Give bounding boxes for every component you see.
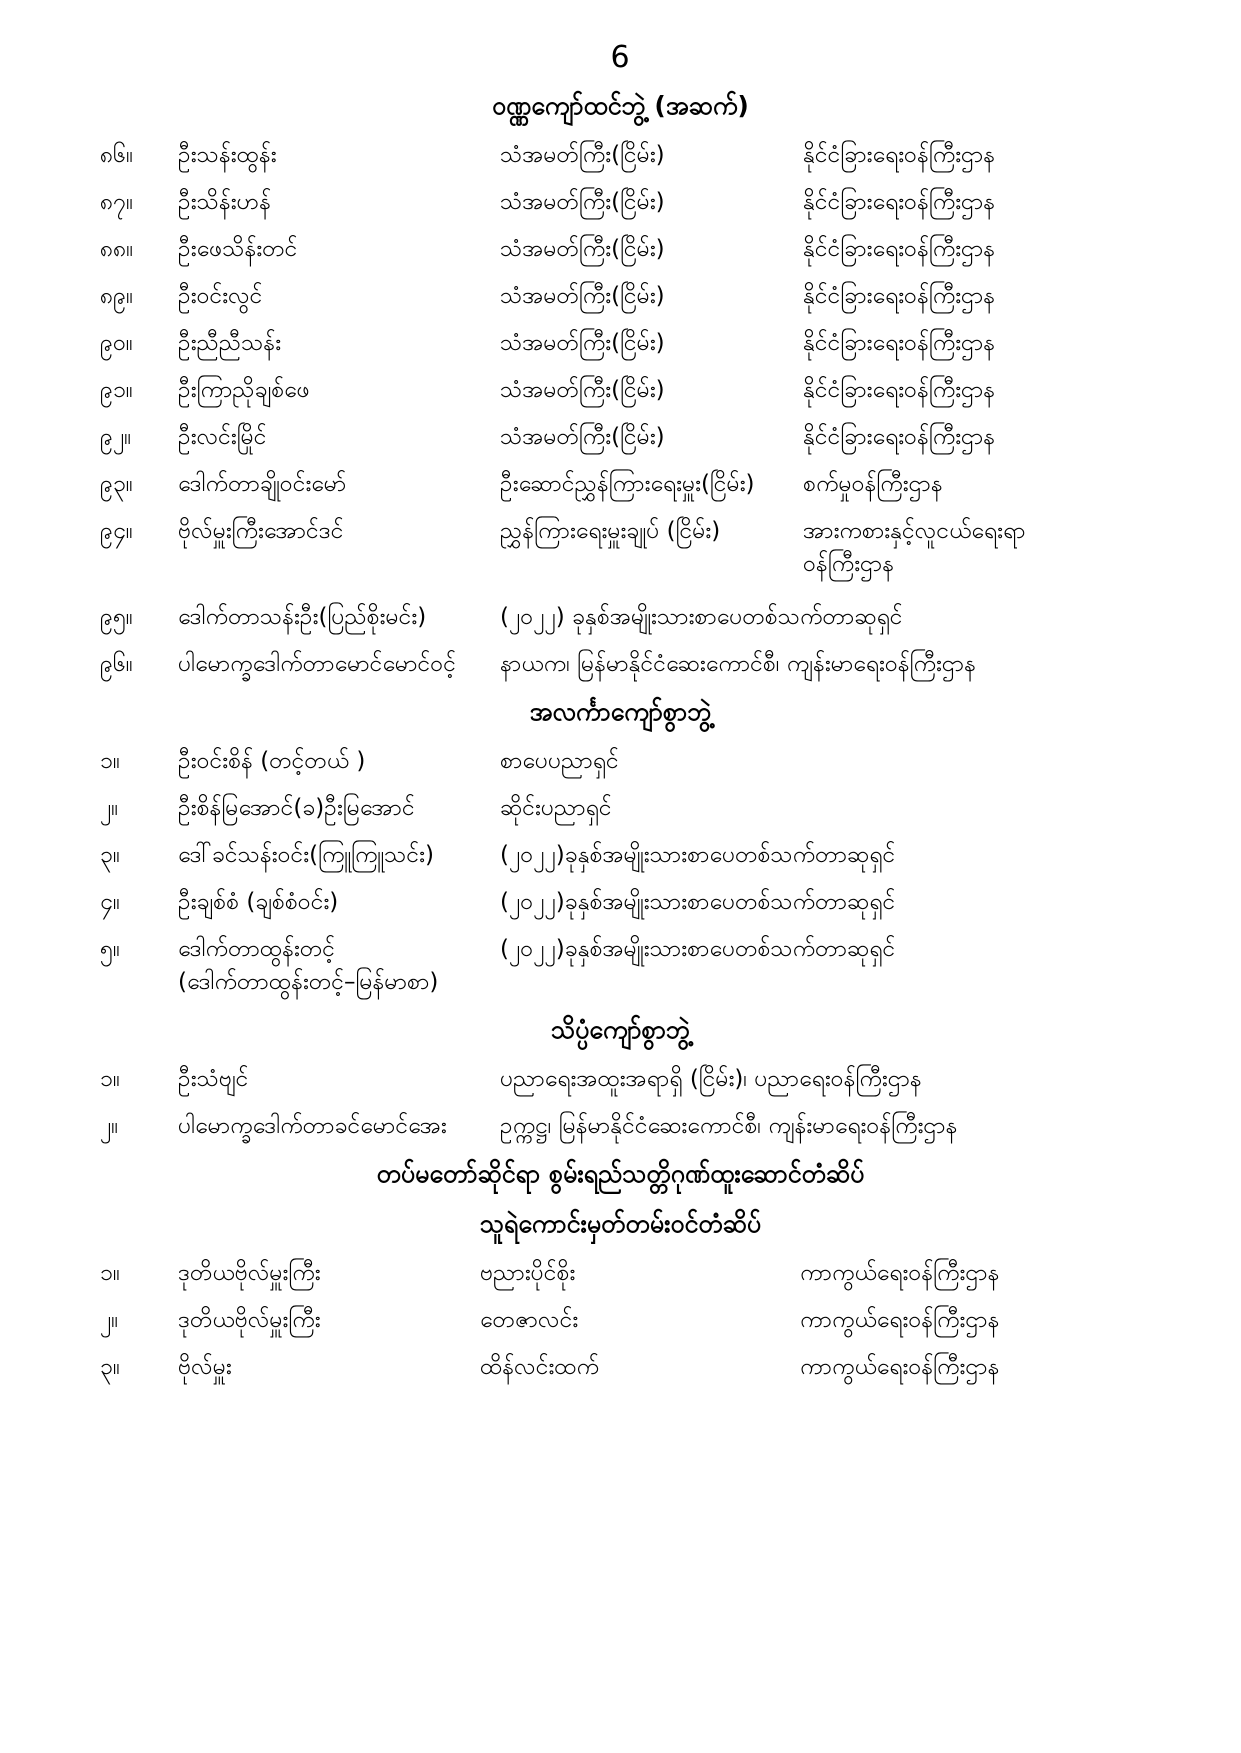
row-number: ၉၄။: [100, 518, 133, 544]
section-rows-wunna-kyaw-htin: [0, 139, 1241, 681]
awardee-title: သံအမတ်ကြီး(ငြိမ်း): [500, 283, 665, 309]
awardee-title: ဆိုင်းပညာရှင်: [500, 795, 612, 821]
section-rows-hero-record-medal: [0, 1257, 1241, 1384]
awardee-name: ဦးသန်းထွန်း: [178, 142, 277, 168]
ministry-line-1: အားကစားနှင့်လူငယ်ရေးရာ: [803, 518, 1026, 544]
awardee-name: ဗညားပိုင်စိုး: [480, 1260, 576, 1286]
table-row: [0, 186, 1241, 219]
table-row: [0, 374, 1241, 407]
section-rows-thippan-kyawswa: [0, 1063, 1241, 1143]
awardee-rank: ဗိုလ်မှူး: [178, 1354, 232, 1380]
section-rows-alinka-kyawswa: [0, 745, 1241, 999]
awardee-title: (၂၀၂၂)ခုနှစ်အမျိုးသားစာပေတစ်သက်တာဆုရှင်: [500, 936, 896, 962]
section-heading-alinka-kyawswa: အလင်္ကာကျော်စွာဘွဲ့: [529, 697, 712, 726]
row-number: ၈၇။: [100, 189, 134, 215]
row-number: ၉၂။: [100, 424, 132, 450]
awardee-ministry: နိုင်ငံခြားရေးဝန်ကြီးဌာန: [803, 236, 996, 262]
awardee-rank: ဒုတိယဗိုလ်မှူးကြီး: [178, 1307, 321, 1333]
awardee-title: သံအမတ်ကြီး(ငြိမ်း): [500, 330, 665, 356]
awardee-ministry: နိုင်ငံခြားရေးဝန်ကြီးဌာန: [803, 283, 996, 309]
awardee-name: ဒေါက်တာချိုဝင်းမော်: [178, 471, 347, 497]
awardee-rank: ဒုတိယဗိုလ်မှူးကြီး: [178, 1260, 321, 1286]
table-row: [0, 1351, 1241, 1384]
awardee-ministry: နိုင်ငံခြားရေးဝန်ကြီးဌာန: [803, 142, 996, 168]
awardee-name: ထိန်လင်းထက်: [480, 1354, 600, 1380]
awardee-name: ပါမောက္ခဒေါက်တာမောင်မောင်ဝင့်: [178, 651, 456, 677]
awardee-title: သံအမတ်ကြီး(ငြိမ်း): [500, 377, 665, 403]
awardee-name: ဦးစိန်မြအောင်(ခ)ဦးမြအောင်: [178, 795, 415, 821]
awardee-name-line-1: ဒေါက်တာထွန်းတင့်: [178, 936, 336, 962]
awardee-title: စာပေပညာရှင်: [500, 748, 619, 774]
row-number: ၁။: [100, 1260, 120, 1286]
awardee-title: သံအမတ်ကြီး(ငြိမ်း): [500, 236, 665, 262]
awardee-title: သံအမတ်ကြီး(ငြိမ်း): [500, 424, 665, 450]
awardee-name: [178, 933, 500, 999]
awardee-title: နာယက၊ မြန်မာနိုင်ငံဆေးကောင်စီ၊ ကျန်းမာရေးဝန်ကြီးဌာန: [500, 651, 976, 677]
awardee-title: ညွှန်ကြားရေးမှူးချုပ် (ငြိမ်း): [500, 518, 721, 544]
awardee-ministry: နိုင်ငံခြားရေးဝန်ကြီးဌာန: [803, 377, 996, 403]
awardee-name: တေဇာလင်း: [480, 1307, 579, 1333]
awardee-ministry: [803, 515, 1201, 581]
table-row: [0, 1257, 1241, 1290]
awardee-title: သံအမတ်ကြီး(ငြိမ်း): [500, 142, 665, 168]
table-row: [0, 601, 1241, 634]
table-row: [0, 421, 1241, 454]
table-row: [0, 1110, 1241, 1143]
awardee-name: ဦးသိန်းဟန်: [178, 189, 271, 215]
table-row: [0, 515, 1241, 581]
page-number: 6: [610, 40, 631, 75]
awardee-ministry: စက်မှုဝန်ကြီးဌာန: [803, 471, 943, 497]
awardee-name: ဦးကြာညိုချစ်ဖေ: [178, 377, 310, 403]
table-row: [0, 792, 1241, 825]
awardee-title: ပညာရေးအထူးအရာရှိ (ငြိမ်း)၊ ပညာရေးဝန်ကြီးဌာန: [500, 1066, 922, 1092]
awardee-name: ဦးသံဗျင်: [178, 1066, 249, 1092]
row-number: ၂။: [100, 1307, 119, 1333]
row-number: ၈၆။: [100, 142, 134, 168]
row-number: ၃။: [100, 1354, 120, 1380]
row-number: ၉၅။: [100, 604, 133, 630]
section-subheading-hero-record-medal: သူရဲကောင်းမှတ်တမ်းဝင်တံဆိပ်: [479, 1209, 762, 1238]
awardee-ministry: ကာကွယ်ရေးဝန်ကြီးဌာန: [800, 1260, 1000, 1286]
row-number: ၁။: [100, 1066, 120, 1092]
row-number: ၉၃။: [100, 471, 133, 497]
awardee-ministry: ကာကွယ်ရေးဝန်ကြီးဌာန: [800, 1307, 1000, 1333]
row-number: ၁။: [100, 748, 120, 774]
table-row: [0, 745, 1241, 778]
awardee-ministry: နိုင်ငံခြားရေးဝန်ကြီးဌာန: [803, 330, 996, 356]
table-row: [0, 886, 1241, 919]
awardee-ministry: နိုင်ငံခြားရေးဝန်ကြီးဌာန: [803, 189, 996, 215]
awardee-name: ပါမောက္ခဒေါက်တာခင်မောင်အေး: [178, 1113, 447, 1139]
ministry-line-2: ဝန်ကြီးဌာန: [803, 551, 895, 577]
row-number: ၈၉။: [100, 283, 134, 309]
section-heading-military-medal: တပ်မတော်ဆိုင်ရာ စွမ်းရည်သတ္တိဂုဏ်ထူးဆောင်တံဆိပ်: [376, 1159, 865, 1188]
awardee-name: ဒေါ်ခင်သန်းဝင်း(ကြူကြူသင်း): [178, 842, 434, 868]
awardee-name: ဦးဖေသိန်းတင်: [178, 236, 298, 262]
awardee-name: ဗိုလ်မှူးကြီးအောင်ဒင်: [178, 518, 344, 544]
awardee-name: ဦးညီညီသန်း: [178, 330, 282, 356]
awardee-name: ဦးဝင်းစိန် (တင့်တယ် ): [178, 748, 366, 774]
awardee-name: ဦးဝင်းလွင်: [178, 283, 263, 309]
table-row: [0, 139, 1241, 172]
table-row: [0, 933, 1241, 999]
awardee-name: ဦးလင်းမြိုင်: [178, 424, 267, 450]
awardee-name-line-2: (ဒေါက်တာထွန်းတင့်–မြန်မာစာ): [178, 969, 439, 995]
row-number: ၉၀။: [100, 330, 133, 356]
section-heading-wunna-kyaw-htin: ဝဏ္ဏကျော်ထင်ဘွဲ့ (အဆက်): [492, 91, 749, 120]
row-number: ၃။: [100, 842, 120, 868]
table-row: [0, 1304, 1241, 1337]
row-number: ၉၁။: [100, 377, 133, 403]
awardee-title: (၂၀၂၂)ခုနှစ်အမျိုးသားစာပေတစ်သက်တာဆုရှင်: [500, 889, 896, 915]
row-number: ၉၆။: [100, 651, 133, 677]
table-row: [0, 327, 1241, 360]
table-row: [0, 280, 1241, 313]
table-row: [0, 648, 1241, 681]
row-number: ၅။: [100, 936, 120, 962]
awardee-title: ဥက္ကဋ္ဌ၊ မြန်မာနိုင်ငံဆေးကောင်စီ၊ ကျန်းမာရေးဝန်ကြီးဌာန: [500, 1113, 958, 1139]
row-number: ၂။: [100, 795, 119, 821]
row-number: ၂။: [100, 1113, 119, 1139]
table-row: [0, 1063, 1241, 1096]
awardee-title: သံအမတ်ကြီး(ငြိမ်း): [500, 189, 665, 215]
awardee-title: (၂၀၂၂)ခုနှစ်အမျိုးသားစာပေတစ်သက်တာဆုရှင်: [500, 842, 896, 868]
row-number: ၈၈။: [100, 236, 134, 262]
awardee-title: (၂၀၂၂) ခုနှစ်အမျိုးသားစာပေတစ်သက်တာဆုရှင်: [500, 604, 903, 630]
awardee-name: ဒေါက်တာသန်းဦး(ပြည်စိုးမင်း): [178, 604, 427, 630]
awardee-title: ဦးဆောင်ညွှန်ကြားရေးမှူး(ငြိမ်း): [500, 471, 755, 497]
awardee-ministry: နိုင်ငံခြားရေးဝန်ကြီးဌာန: [803, 424, 996, 450]
awardee-name: ဦးချစ်စံ (ချစ်စံဝင်း): [178, 889, 339, 915]
row-number: ၄။: [100, 889, 120, 915]
table-row: [0, 468, 1241, 501]
table-row: [0, 233, 1241, 266]
table-row: [0, 839, 1241, 872]
section-heading-thippan-kyawswa: သိပ္ပံကျော်စွာဘွဲ့: [550, 1015, 691, 1044]
awardee-ministry: ကာကွယ်ရေးဝန်ကြီးဌာန: [800, 1354, 1000, 1380]
